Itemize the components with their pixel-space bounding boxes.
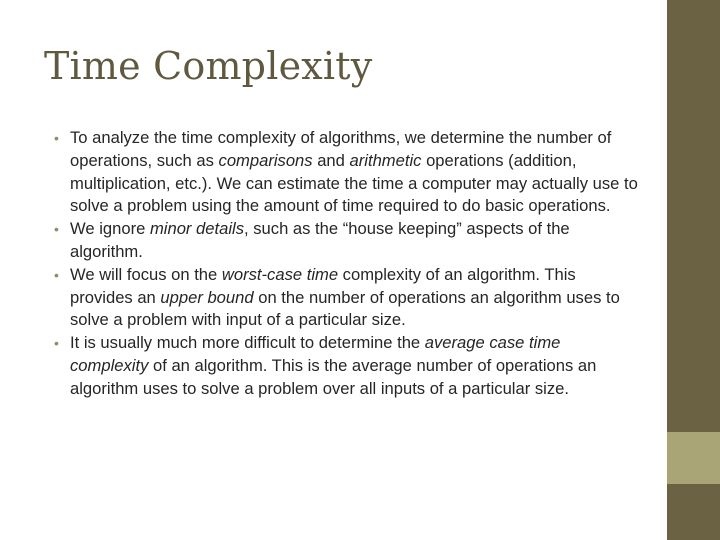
bullet-item xyxy=(50,127,640,218)
bullet-dot-icon: • xyxy=(54,266,59,283)
bullet-text: We will focus on the worst-case time complexity of an algorithm. This provides an upper bound on the number of operations an algorithm uses to solve a problem with input of a particular size. xyxy=(70,264,620,330)
bullet-item xyxy=(50,218,640,264)
bullet-text: We ignore minor details, such as the “house keeping” aspects of the algorithm. xyxy=(70,219,570,261)
bullet-dot-icon: • xyxy=(54,221,59,238)
bullet-text: To analyze the time complexity of algorithms, we determine the number of operations, such as comparisons and arithmetic operations (addition, multiplication, etc.). We can estimate the time a computer may actually use to solve a problem using the amount of time required to do basic operations. xyxy=(70,128,638,216)
bullet-dot-icon: • xyxy=(54,335,59,352)
slide-title: Time Complexity xyxy=(44,44,373,88)
bullet-list xyxy=(50,127,640,401)
bullet-dot-icon: • xyxy=(54,130,59,146)
bullet-text: It is usually much more difficult to determine the average case time complexity of an algorithm. This is the average number of operations an algorithm uses to solve a problem over all inputs of a particular size. xyxy=(70,333,597,398)
bullet-item xyxy=(50,332,640,400)
bullet-item xyxy=(50,264,640,332)
side-accent-stripe xyxy=(667,432,720,484)
